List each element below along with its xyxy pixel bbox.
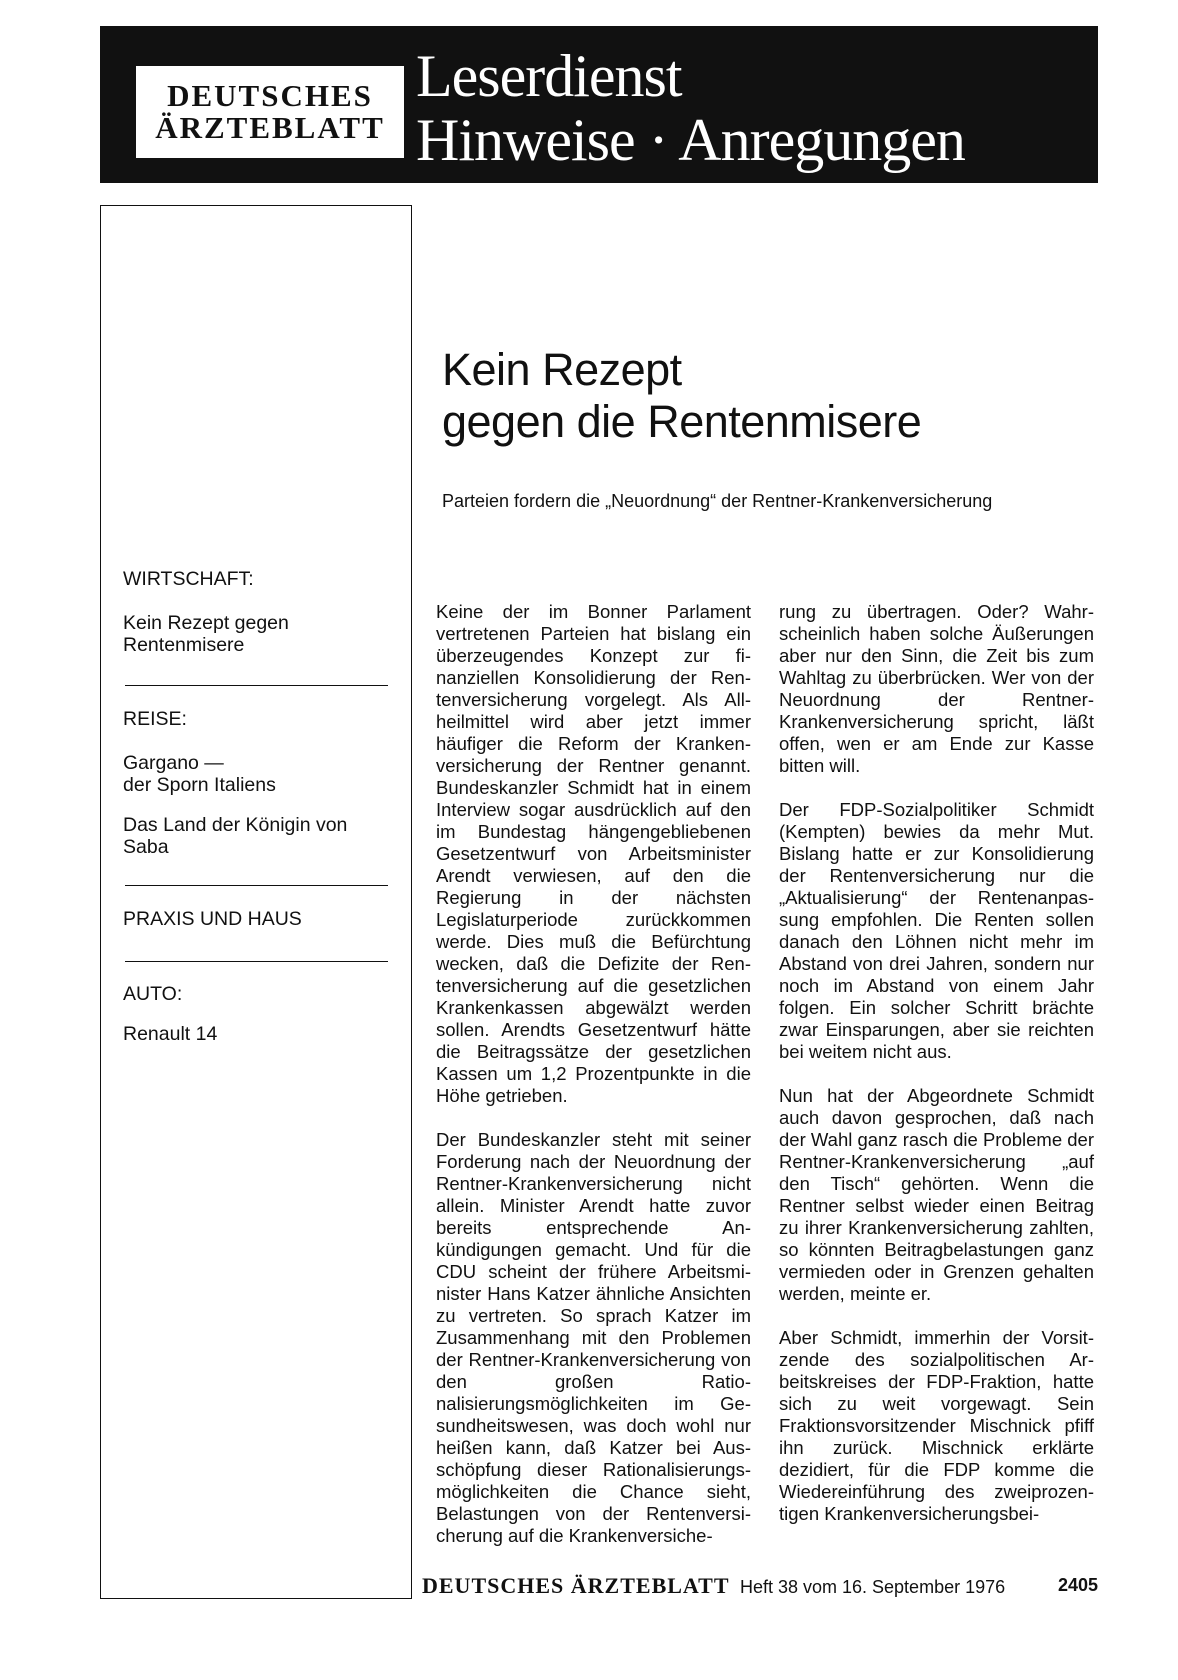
- sidebar-section-reise: [123, 708, 393, 858]
- sidebar-heading-wirtschaft: WIRTSCHAFT:: [123, 568, 254, 590]
- sidebar-divider: [125, 885, 388, 886]
- article-paragraph: Der Bundeskanzler steht mit seiner Forderung nach der Neuordnung der Rentner-Krankenversicherung nicht allein. Minister Arendt hatte zuvor bereits entsprechende Ankündigungen gemacht. Und für die CDU scheint der frühere Arbeitsminister Hans Katzer ähnliche Ansichten zu vertreten. So sprach Katzer im Zusammenhang mit den Problemen der Rentner-Krankenversicherung von den großen Rationalisierungsmöglichkeiten im Gesundheitswesen, was doch wohl nur heißen kann, daß Katzer bei Ausschöpfung dieser Rationalisierungsmöglichkeiten die Chance sieht, Belastungen von der Rentenversicherung auf die Krankenversiche-: [436, 1129, 751, 1546]
- footer-issue: Heft 38 vom 16. September 1976: [739, 1577, 1006, 1597]
- article-paragraph: Aber Schmidt, immerhin der Vorsitzende des sozialpolitischen Arbeitskreises der FDP-Fraktion, hatte sich zu weit vorgewagt. Sein Fraktionsvorsitzender Mischnick pfiff ihn zurück. Mischnick erklärte dezidiert, für die FDP komme die Wiedereinführung des zweiprozentigen Krankenversicherungsbei-: [779, 1327, 1094, 1524]
- article-paragraph: Keine der im Bonner Parlament vertretenen Parteien hat bislang ein überzeugendes Konzept zur finanziellen Konsolidierung der Rentenversicherung vorgelegt. Als Allheilmittel wird aber jetzt immer häufiger die Reform der Krankenversicherung der Rentner genannt. Bundeskanzler Schmidt hat in einem Interview sogar ausdrücklich auf den im Bundestag hängengebliebenen Gesetzentwurf von Arbeitsminister Arendt verwiesen, auf den die Regierung in der nächsten Legislaturperiode zurückkommen werde. Dies muß die Befürchtung wecken, daß die Defizite der Rentenversicherung auf die gesetzlichen Krankenkassen abgewälzt werden sollen. Arendts Gesetzentwurf hätte die Beitragssätze der gesetzlichen Kassen um 1,2 Prozentpunkte in die Höhe getrieben.: [436, 601, 751, 1106]
- section-title-line-1: Leserdienst: [416, 43, 682, 109]
- article-paragraph: Der FDP-Sozialpolitiker Schmidt (Kempten) bewies da mehr Mut. Bislang hatte er zur Konsolidierung der Rentenversicherung nur die „Aktualisierung“ der Rentenanpassung empfohlen. Die Renten sollen danach den Löhnen nicht mehr im Abstand von drei Jahren, sondern nur noch im Abstand von einem Jahr folgen. Ein solcher Schritt brächte zwar Einsparungen, aber sie reichten bei weitem nicht aus.: [779, 799, 1094, 1062]
- sidebar-section-wirtschaft: [123, 568, 393, 656]
- article-headline: [442, 344, 921, 448]
- sidebar-item-gargano: [123, 752, 393, 796]
- article-column-1: [436, 601, 751, 1569]
- section-title-line-2: Hinweise · Anregungen: [416, 107, 965, 173]
- page-number: 2405: [1057, 1575, 1098, 1595]
- contents-sidebar: [100, 205, 412, 1599]
- sidebar-item-renault: Renault 14: [123, 1023, 218, 1045]
- article-paragraph: Nun hat der Abgeordnete Schmidt auch davon gesprochen, daß nach der Wahl ganz rasch die Probleme der Rentner-Krankenversicherung „auf den Tisch“ gehörten. Wenn die Rentner selbst wieder einen Beitrag zu ihrer Krankenversicherung zahlten, so könnten Beitragbelastungen ganz vermieden oder in Grenzen gehalten werden, meinte er.: [779, 1085, 1094, 1304]
- sidebar-item-gargano-line-2: der Sporn Italiens: [123, 774, 276, 796]
- sidebar-item-gargano-line-1: Gargano —: [123, 752, 224, 774]
- sidebar-heading-praxis: PRAXIS UND HAUS: [123, 908, 302, 930]
- publication-logo: [136, 66, 404, 158]
- sidebar-section-praxis: [123, 908, 393, 930]
- headline-line-2: gegen die Rentenmisere: [442, 396, 922, 447]
- sidebar-divider: [125, 685, 388, 686]
- article-paragraph: rung zu übertragen. Oder? Wahrscheinlich haben solche Äußerungen aber nur den Sinn, die Zeit bis zum Wahltag zu überbrücken. Wer von der Neuordnung der Rentner-Krankenversicherung spricht, läßt offen, wen er am Ende zur Kasse bitten will.: [779, 601, 1094, 776]
- article-column-2: [779, 601, 1094, 1547]
- sidebar-section-auto: [123, 983, 393, 1045]
- sidebar-heading-reise: REISE:: [123, 708, 187, 730]
- section-title: [416, 44, 965, 172]
- logo-line-1: DEUTSCHES: [167, 78, 373, 113]
- masthead-banner: [100, 26, 1098, 183]
- sidebar-divider: [125, 961, 388, 962]
- footer-publication: DEUTSCHES ÄRZTEBLATT: [422, 1573, 730, 1598]
- article-subheadline: Parteien fordern die „Neuordnung“ der Rentner-Krankenversicherung: [442, 491, 993, 511]
- logo-line-2: ÄRZTEBLATT: [155, 110, 385, 145]
- headline-line-1: Kein Rezept: [442, 344, 682, 395]
- page-footer: [422, 1573, 1098, 1603]
- sidebar-item-rentenmisere: Kein Rezept gegen Rentenmisere: [123, 612, 289, 656]
- sidebar-heading-auto: AUTO:: [123, 983, 183, 1005]
- sidebar-item-saba: Das Land der Königin von Saba: [123, 814, 348, 858]
